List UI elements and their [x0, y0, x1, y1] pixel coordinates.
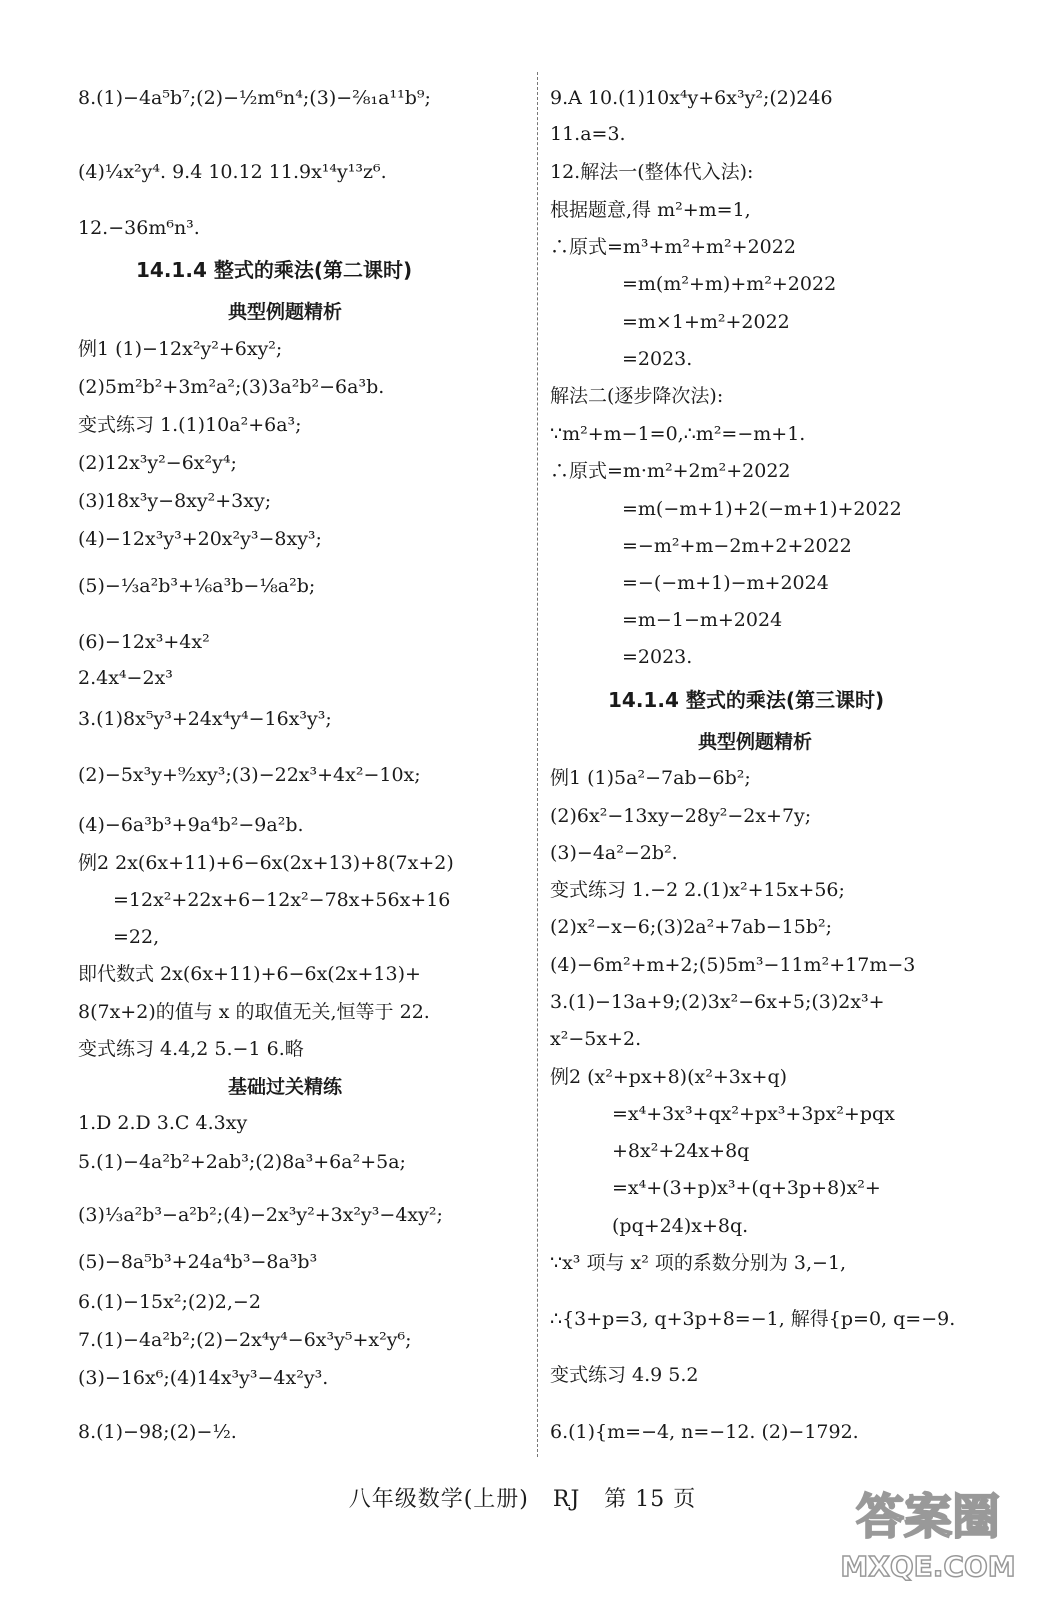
left-line: 变式练习 4.4,2 5.−1 6.略: [78, 1038, 304, 1060]
right-line: (pq+24)x+8q.: [612, 1215, 749, 1237]
right-line: 9.A 10.(1)10x⁴y+6x³y²;(2)246: [550, 87, 833, 109]
left-line: 变式练习 1.(1)10a²+6a³;: [78, 414, 302, 436]
right-line: =2023.: [622, 348, 693, 370]
left-line: 8.(1)−98;(2)−½.: [78, 1421, 237, 1443]
left-line: 8.(1)−4a⁵b⁷;(2)−½m⁶n⁴;(3)−²⁄₈₁a¹¹b⁹;: [78, 87, 431, 109]
right-line: x²−5x+2.: [550, 1028, 642, 1050]
left-line: 例2 2x(6x+11)+6−6x(2x+13)+8(7x+2): [78, 852, 454, 874]
right-line: (3)−4a²−2b².: [550, 842, 678, 864]
right-line: 变式练习 1.−2 2.(1)x²+15x+56;: [550, 879, 845, 901]
left-line: 12.−36m⁶n³.: [78, 217, 200, 239]
right-line: =x⁴+3x³+qx²+px³+3px²+pqx: [612, 1103, 895, 1125]
left-line: 即代数式 2x(6x+11)+6−6x(2x+13)+: [78, 963, 421, 985]
right-line: ∴{3+p=3, q+3p+8=−1, 解得{p=0, q=−9.: [550, 1308, 956, 1330]
right-line: 例2 (x²+px+8)(x²+3x+q): [550, 1066, 788, 1088]
footer-grade: 八年级数学(上册): [348, 1487, 529, 1512]
left-line: (2)12x³y²−6x²y⁴;: [78, 452, 237, 474]
left-line: =12x²+22x+6−12x²−78x+56x+16: [113, 889, 451, 911]
right-line: ∵m²+m−1=0,∴m²=−m+1.: [550, 423, 806, 445]
right-line: (4)−6m²+m+2;(5)5m³−11m²+17m−3: [550, 954, 916, 976]
column-divider: [537, 72, 538, 1457]
left-line: 7.(1)−4a²b²;(2)−2x⁴y⁴−6x³y⁵+x²y⁶;: [78, 1329, 412, 1351]
left-line: (4)−12x³y³+20x²y³−8xy³;: [78, 528, 322, 550]
right-line: ∴原式=m·m²+2m²+2022: [550, 460, 791, 482]
right-line: =m−1−m+2024: [622, 609, 783, 631]
right-line: 根据题意,得 m²+m=1,: [550, 199, 751, 221]
right-line: +8x²+24x+8q: [612, 1140, 750, 1162]
left-line: 6.(1)−15x²;(2)2,−2: [78, 1291, 261, 1313]
right-line: =−m²+m−2m+2+2022: [622, 535, 852, 557]
right-line: (2)x²−x−6;(3)2a²+7ab−15b²;: [550, 916, 833, 938]
left-line: (5)−8a⁵b³+24a⁴b³−8a³b³: [78, 1251, 318, 1273]
left-line: (5)−⅓a²b³+⅙a³b−⅛a²b;: [78, 575, 316, 597]
left-line: (4)−6a³b³+9a⁴b²−9a²b.: [78, 814, 304, 836]
right-line: =m(m²+m)+m²+2022: [622, 273, 837, 295]
left-line: 例1 (1)−12x²y²+6xy²;: [78, 338, 283, 360]
right-line: 例1 (1)5a²−7ab−6b²;: [550, 767, 751, 789]
left-line: (6)−12x³+4x²: [78, 631, 210, 653]
right-line: =2023.: [622, 646, 693, 668]
watermark-logo: [828, 1478, 1033, 1588]
right-line: =m(−m+1)+2(−m+1)+2022: [622, 498, 902, 520]
right-line: ∵x³ 项与 x² 项的系数分别为 3,−1,: [550, 1252, 847, 1274]
left-line: 14.1.4 整式的乘法(第二课时): [136, 258, 413, 282]
left-line: (2)−5x³y+⁹⁄₂xy³;(3)−22x³+4x²−10x;: [78, 764, 421, 786]
watermark-line1: 答案圈: [855, 1489, 1001, 1545]
right-line: 3.(1)−13a+9;(2)3x²−6x+5;(3)2x³+: [550, 991, 885, 1013]
footer-edition: RJ: [552, 1487, 581, 1512]
watermark-line2: MXQE.COM: [840, 1550, 1016, 1583]
right-line: 12.解法一(整体代入法):: [550, 161, 754, 183]
left-line: 1.D 2.D 3.C 4.3xy: [78, 1112, 248, 1134]
left-line: 5.(1)−4a²b²+2ab³;(2)8a³+6a²+5a;: [78, 1151, 406, 1173]
right-line: 11.a=3.: [550, 123, 626, 145]
right-line: =x⁴+(3+p)x³+(q+3p+8)x²+: [612, 1177, 881, 1199]
right-line: 14.1.4 整式的乘法(第三课时): [608, 688, 885, 712]
right-line: 变式练习 4.9 5.2: [550, 1364, 699, 1386]
left-line: (4)¼x²y⁴. 9.4 10.12 11.9x¹⁴y¹³z⁶.: [78, 161, 387, 183]
left-line: (3)−16x⁶;(4)14x³y³−4x²y³.: [78, 1367, 329, 1389]
right-line: =m×1+m²+2022: [622, 311, 790, 333]
left-line: =22,: [113, 926, 160, 948]
right-line: 典型例题精析: [698, 731, 813, 753]
footer-page: 第 15 页: [604, 1487, 697, 1512]
left-line: 2.4x⁴−2x³: [78, 667, 173, 689]
left-line: 3.(1)8x⁵y³+24x⁴y⁴−16x³y³;: [78, 708, 332, 730]
left-line: 典型例题精析: [228, 301, 343, 323]
left-line: (3)⅓a²b³−a²b²;(4)−2x³y²+3x²y³−4xy²;: [78, 1204, 443, 1226]
left-line: 8(7x+2)的值与 x 的取值无关,恒等于 22.: [78, 1001, 430, 1023]
left-line: (2)5m²b²+3m²a²;(3)3a²b²−6a³b.: [78, 376, 385, 398]
left-line: (3)18x³y−8xy²+3xy;: [78, 490, 272, 512]
right-line: (2)6x²−13xy−28y²−2x+7y;: [550, 805, 812, 827]
right-line: 解法二(逐步降次法):: [550, 385, 724, 407]
left-line: 基础过关精练: [228, 1076, 343, 1098]
right-line: =−(−m+1)−m+2024: [622, 572, 829, 594]
right-line: ∴原式=m³+m²+m²+2022: [550, 236, 796, 258]
right-line: 6.(1){m=−4, n=−12. (2)−1792.: [550, 1421, 859, 1443]
